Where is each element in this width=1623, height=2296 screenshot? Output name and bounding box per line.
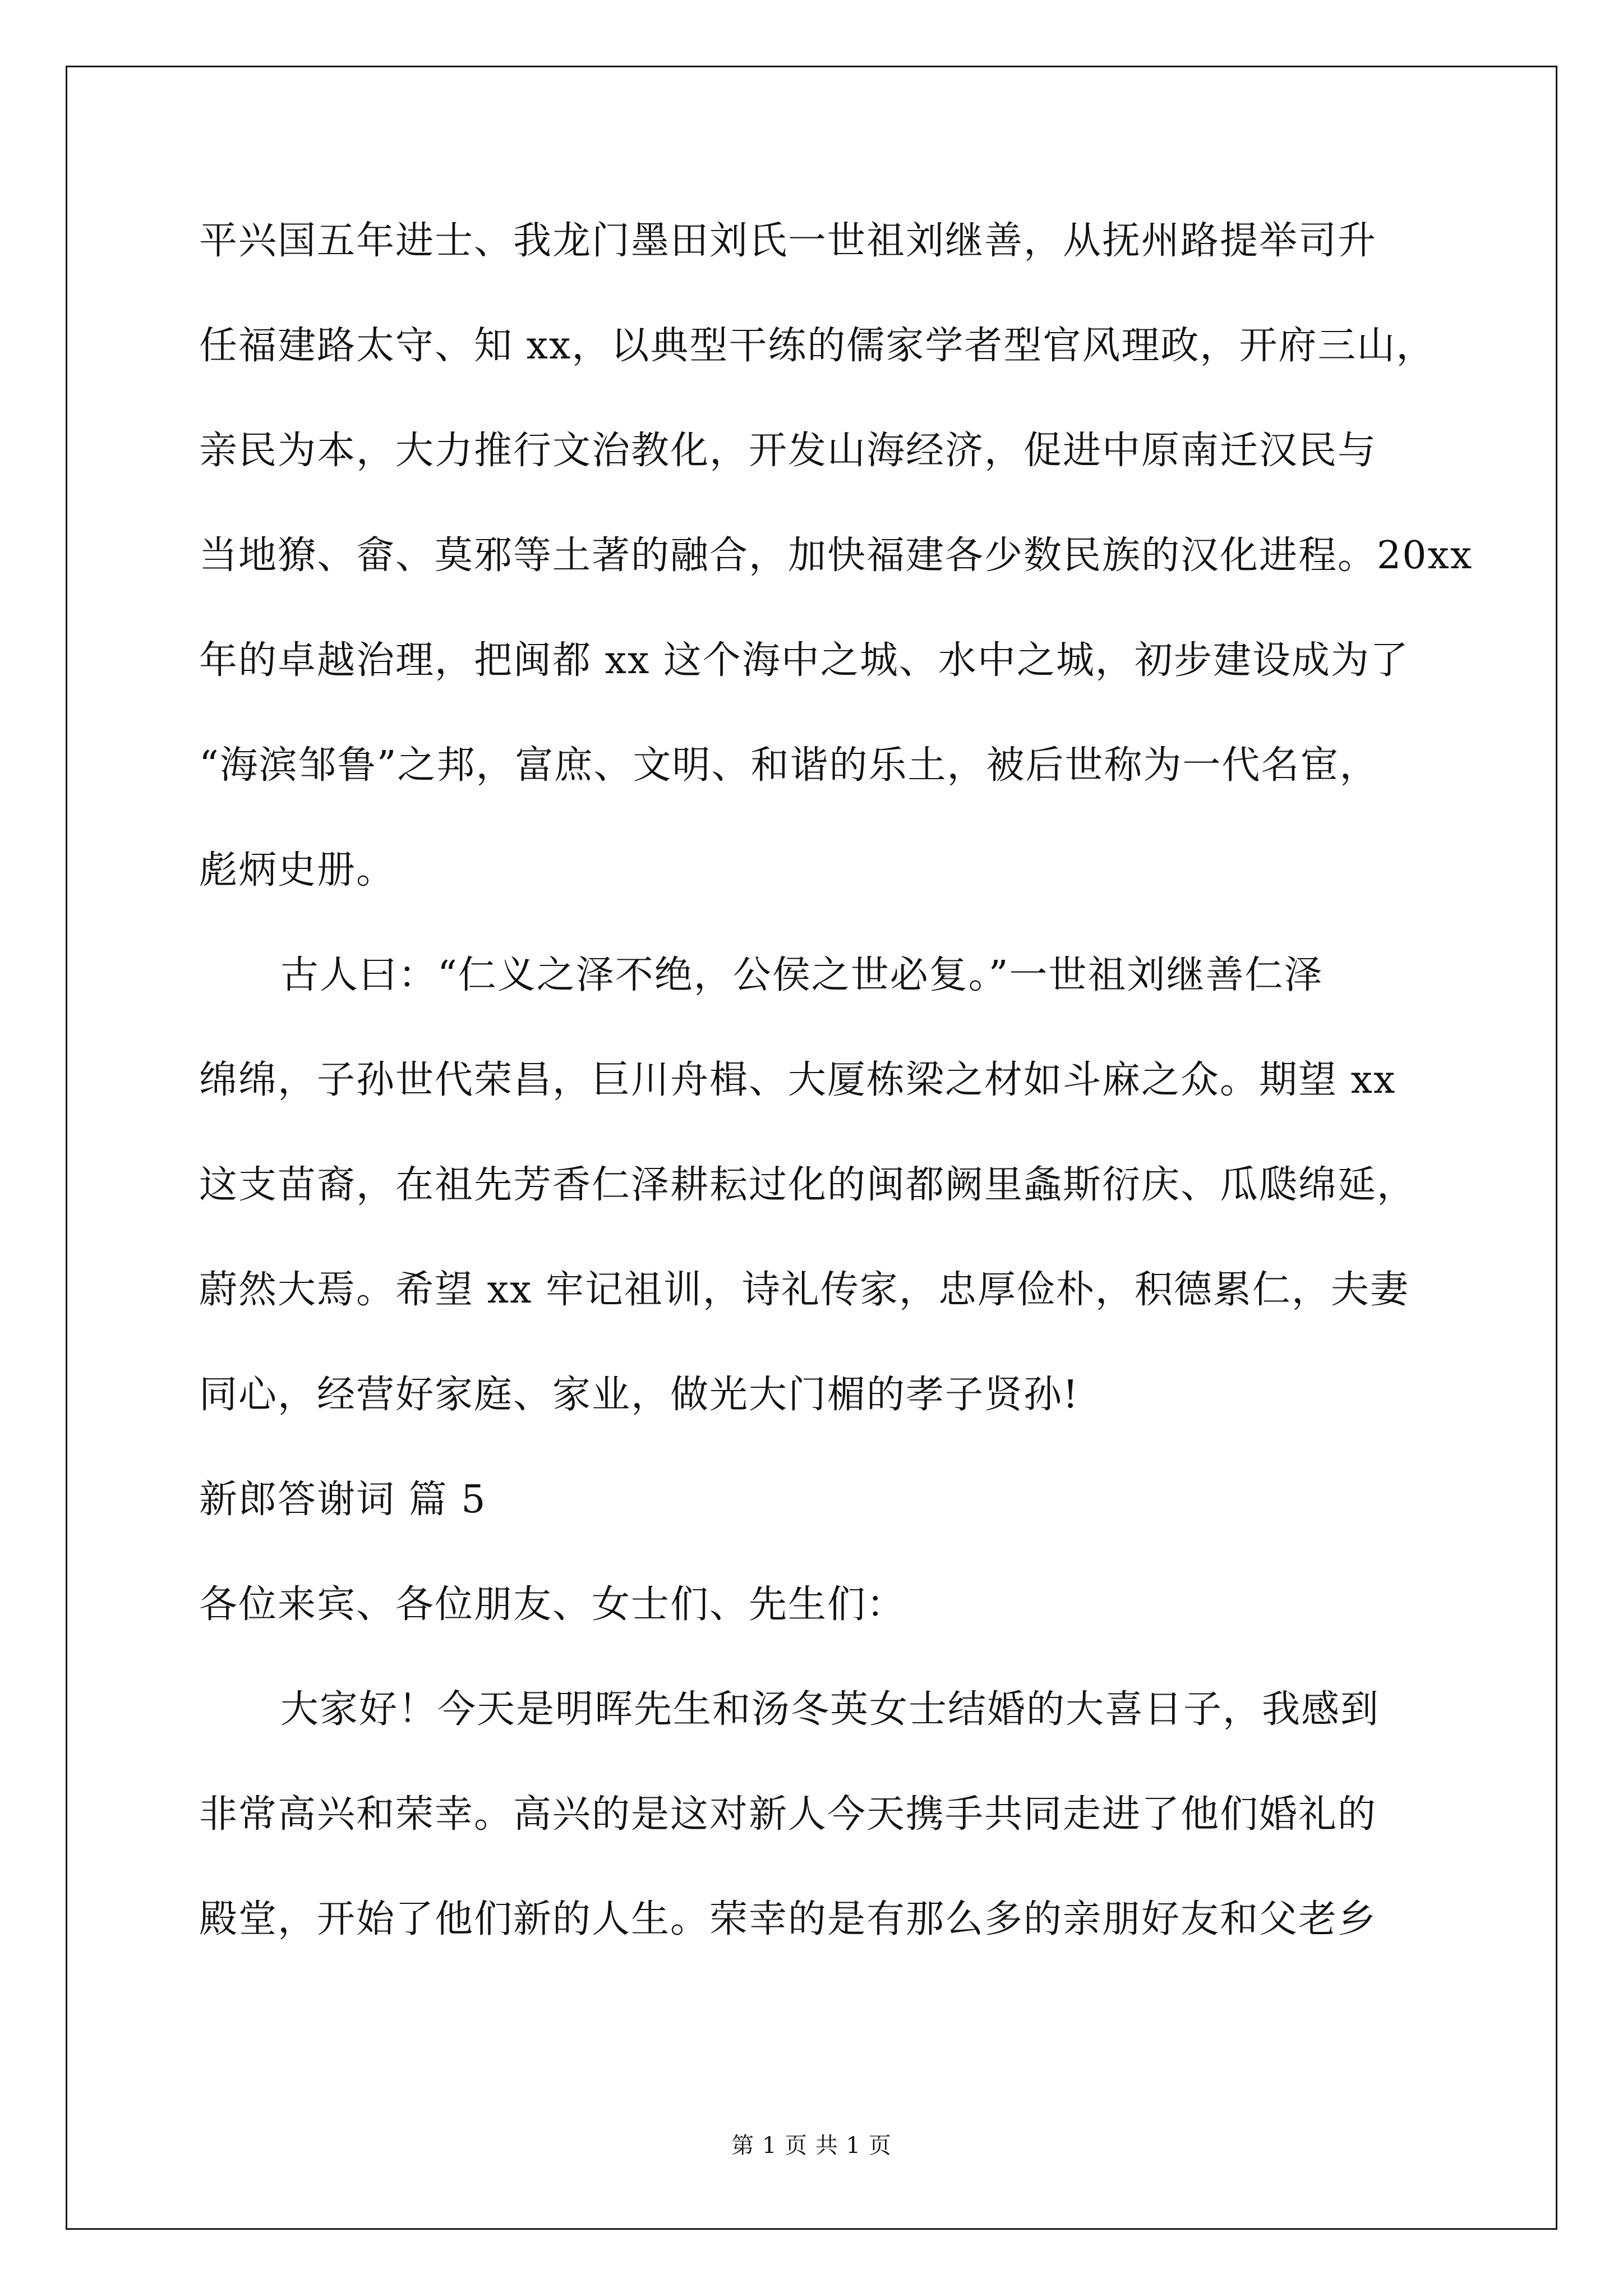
paragraph-line-6: “海滨邹鲁”之邦，富庶、文明、和谐的乐土，被后世称为一代名宦， <box>199 743 1379 788</box>
paragraph-line-7: 彪炳史册。 <box>199 848 396 892</box>
paragraph-line-17: 殿堂，开始了他们新的人生。荣幸的是有那么多的亲朋好友和父老乡 <box>199 1897 1377 1941</box>
paragraph-line-11: 蔚然大焉。希望 xx 牢记祖训，诗礼传家，忠厚俭朴，积德累仁，夫妻 <box>199 1268 1409 1312</box>
paragraph-line-3: 亲民为本，大力推行文治教化，开发山海经济，促进中原南迁汉民与 <box>199 429 1377 473</box>
paragraph-line-2: 任福建路太守、知 xx，以典型干练的儒家学者型官风理政，开府三山， <box>199 324 1436 368</box>
section-heading: 新郎答谢词 篇 5 <box>199 1478 487 1522</box>
paragraph-line-4: 当地獠、畲、莫邪等土著的融合，加快福建各少数民族的汉化进程。20xx <box>199 533 1473 578</box>
paragraph-line-15: 大家好！今天是明晖先生和汤冬英女士结婚的大喜日子，我感到 <box>280 1687 1380 1732</box>
paragraph-line-10: 这支苗裔，在祖先芳香仁泽耕耘过化的闽都阙里螽斯衍庆、瓜瓞绵延， <box>199 1163 1417 1207</box>
paragraph-line-1: 平兴国五年进士、我龙门墨田刘氏一世祖刘继善，从抚州路提举司升 <box>199 219 1377 263</box>
paragraph-line-16: 非常高兴和荣幸。高兴的是这对新人今天携手共同走进了他们婚礼的 <box>199 1792 1377 1837</box>
page-number-footer: 第 1 页 共 1 页 <box>731 2133 892 2159</box>
paragraph-line-9: 绵绵，子孙世代荣昌，巨川舟楫、大厦栋梁之材如斗麻之众。期望 xx <box>199 1058 1396 1102</box>
paragraph-line-5: 年的卓越治理，把闽都 xx 这个海中之城、水中之城，初步建设成为了 <box>199 638 1409 683</box>
salutation-line: 各位来宾、各位朋友、女士们、先生们： <box>199 1582 906 1627</box>
paragraph-line-12: 同心，经营好家庭、家业，做光大门楣的孝子贤孙! <box>199 1373 1080 1417</box>
paragraph-line-8: 古人曰：“仁义之泽不绝，公侯之世必复。”一世祖刘继善仁泽 <box>280 953 1324 997</box>
